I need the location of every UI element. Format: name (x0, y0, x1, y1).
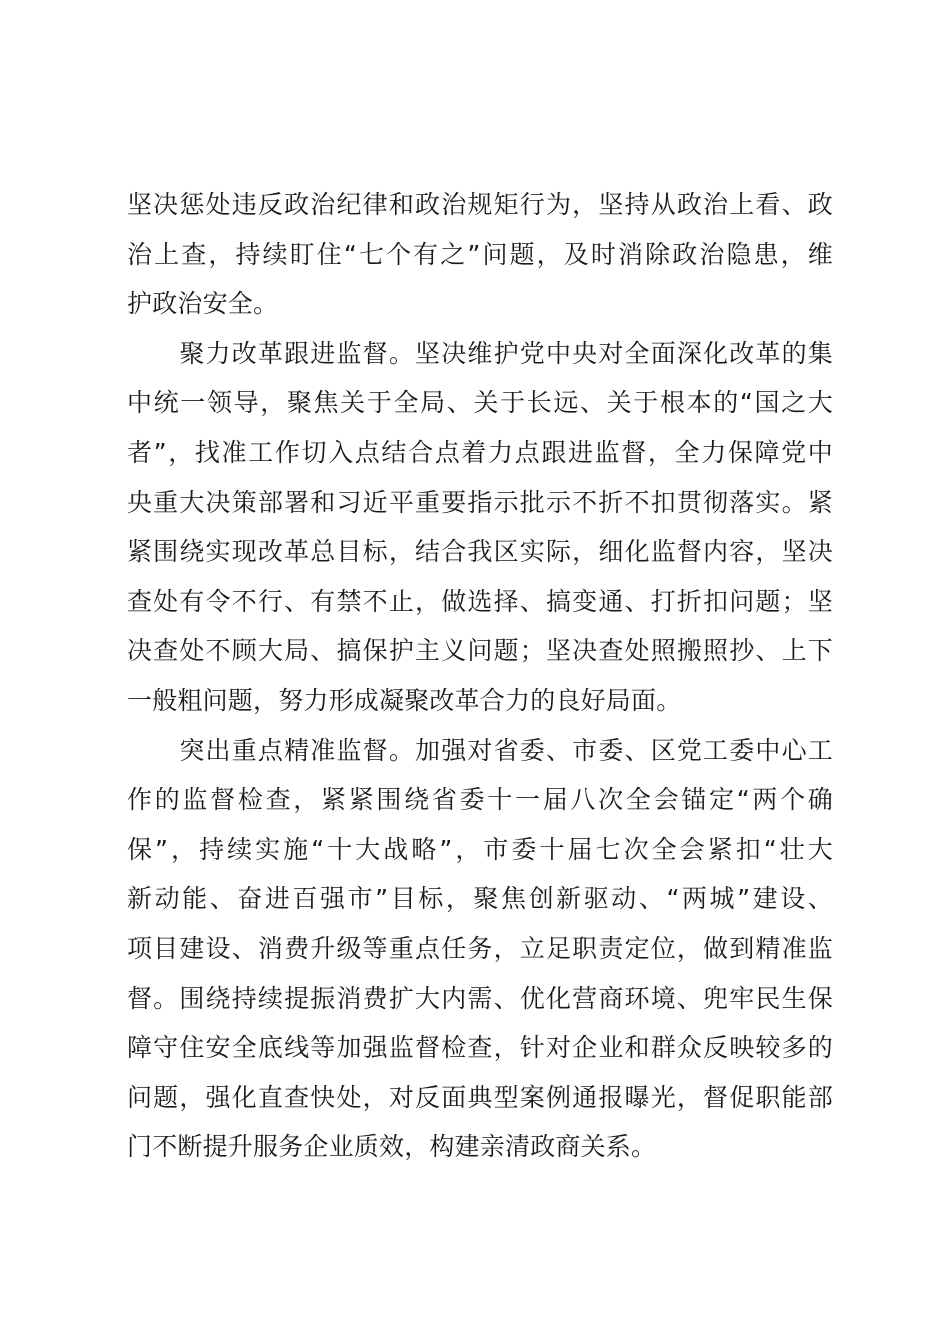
text-line: 护政治安全。 (127, 289, 279, 319)
text-line: 突出重点精准监督。加强对省委、市委、区党工委中心工 (127, 735, 833, 765)
text-line: 保”，持续实施“十大战略”，市委十届七次全会紧扣“壮大 (127, 834, 833, 864)
text-line: 作的监督检查，紧紧围绕省委十一届八次全会锚定“两个确 (127, 785, 833, 815)
text-line: 坚决惩处违反政治纪律和政治规矩行为，坚持从政治上看、政 (127, 190, 833, 219)
text-line: 一般粗问题，努力形成凝聚改革合力的良好局面。 (127, 685, 682, 715)
text-line: 项目建设、消费升级等重点任务，立足职责定位，做到精准监 (127, 933, 833, 963)
text-line: 央重大决策部署和习近平重要指示批示不折不扣贯彻落实。紧 (127, 487, 833, 517)
text-line: 治上查，持续盯住“七个有之”问题，及时消除政治隐患，维 (127, 239, 833, 269)
text-line: 决查处不顾大局、搞保护主义问题；坚决查处照搬照抄、上下 (127, 636, 833, 666)
document-body (127, 180, 833, 1172)
text-line: 障守住安全底线等加强监督检查，针对企业和群众反映较多的 (127, 1033, 833, 1063)
text-line: 紧围绕实现改革总目标，结合我区实际，细化监督内容，坚决 (127, 537, 833, 567)
text-line: 督。围绕持续提振消费扩大内需、优化营商环境、兜牢民生保 (127, 983, 833, 1013)
text-line: 门不断提升服务企业质效，构建亲清政商关系。 (127, 1132, 657, 1162)
text-line: 中统一领导，聚焦关于全局、关于长远、关于根本的“国之大 (127, 388, 833, 418)
text-line: 新动能、奋进百强市”目标，聚焦创新驱动、“两城”建设、 (127, 884, 833, 914)
text-line: 查处有令不行、有禁不止，做选择、搞变通、打折扣问题；坚 (127, 586, 833, 616)
text-line: 问题，强化直查快处，对反面典型案例通报曝光，督促职能部 (127, 1082, 833, 1112)
text-line: 聚力改革跟进监督。坚决维护党中央对全面深化改革的集 (127, 338, 833, 368)
text-line: 者”，找准工作切入点结合点着力点跟进监督，全力保障党中 (127, 437, 833, 467)
